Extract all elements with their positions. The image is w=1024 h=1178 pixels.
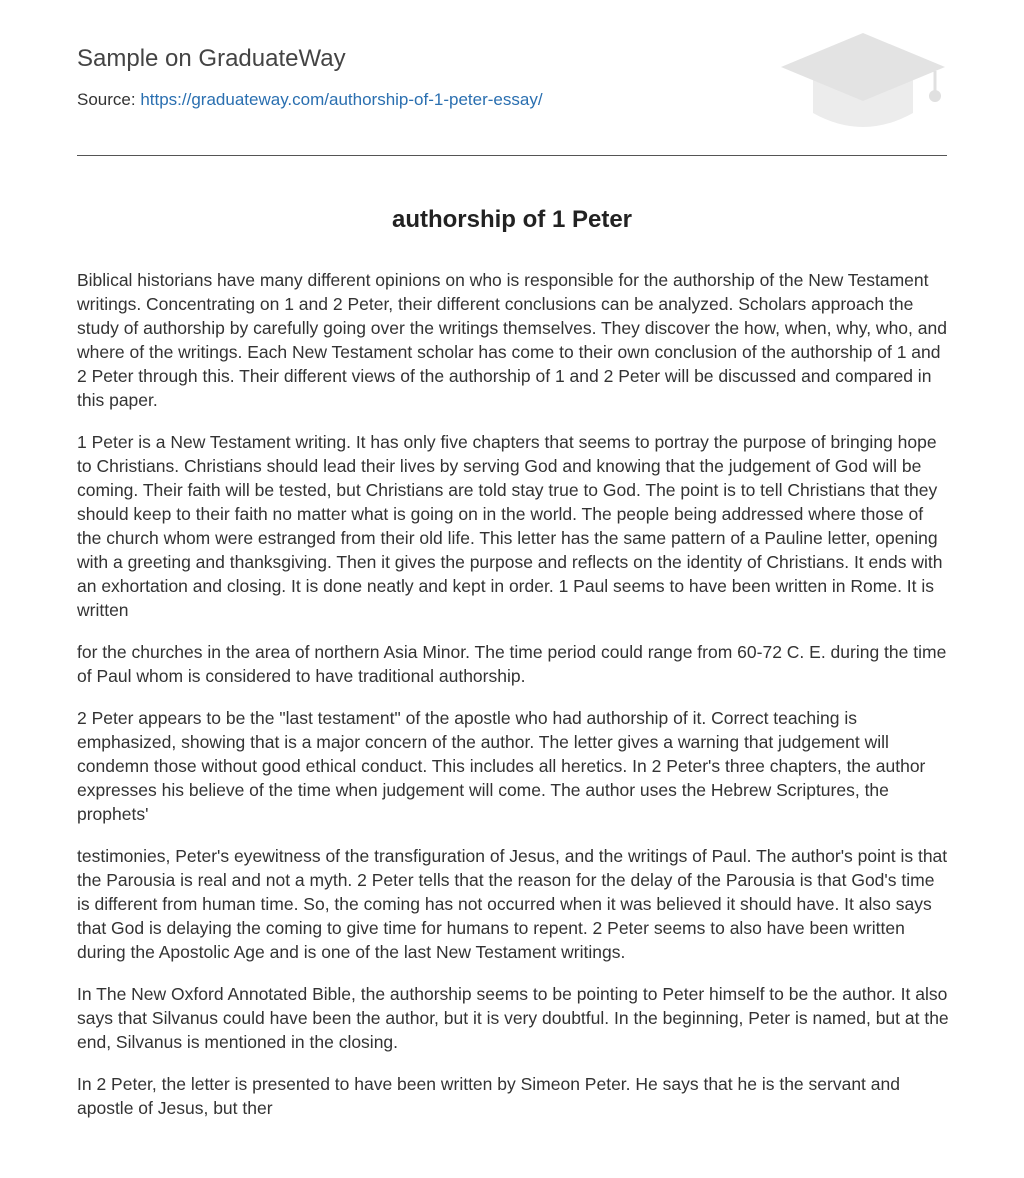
page-header: [77, 0, 947, 156]
paragraph: for the churches in the area of northern Asia Minor. The time period could range from 60-72 C. E. during the time of Paul whom is considered to have traditional authorship.: [77, 642, 947, 686]
header-divider: [77, 155, 947, 156]
source-line: [77, 88, 543, 112]
paragraph: In The New Oxford Annotated Bible, the authorship seems to be pointing to Peter himself to be the author. It also says that Silvanus could have been the author, but it is very doubtful. In the beginning, Peter is named, but at the end, Silvanus is mentioned in the closing.: [77, 984, 949, 1052]
source-label: Source:: [77, 90, 136, 109]
paragraph: 1 Peter is a New Testament writing. It has only five chapters that seems to portray the purpose of bringing hope to Christians. Christians should lead their lives by serving God and knowing that the judgement of God will be coming. Their faith will be tested, but Christians are told stay true to God. The point is to tell Christians that they should keep to their faith no matter what is going on in the world. The people being addressed where those of the church whom were estranged from their old life. This letter has the same pattern of a Pauline letter, opening with a greeting and thanksgiving. Then it gives the purpose and reflects on the identity of Christians. It ends with an exhortation and closing. It is done neatly and kept in order. 1 Paul seems to have been written in Rome. It is written: [77, 432, 943, 620]
essay-title: authorship of 1 Peter: [391, 206, 633, 233]
paragraph: 2 Peter appears to be the "last testament" of the apostle who had authorship of it. Correct teaching is emphasized, showing that is a major concern of the author. The letter gives a warning that judgement will condemn those without good ethical conduct. This includes all heretics. In 2 Peter's three chapters, the author expresses his believe of the time when judgement will come. The author uses the Hebrew Scriptures, the prophets': [77, 708, 926, 824]
essay-body: [77, 268, 951, 1138]
site-title: Sample on GraduateWay: [77, 45, 346, 72]
paragraph: Biblical historians have many different opinions on who is responsible for the authorship of the New Testament writings. Concentrating on 1 and 2 Peter, their different conclusions can be analyzed. Scholars approach the study of authorship by carefully going over the writings themselves. They discover the how, when, why, who, and where of the writings. Each New Testament scholar has come to their own conclusion of the authorship of 1 and 2 Peter through this. Their different views of the authorship of 1 and 2 Peter will be discussed and compared in this paper.: [77, 270, 947, 410]
paragraph: testimonies, Peter's eyewitness of the transfiguration of Jesus, and the writings of Paul. The author's point is that the Parousia is real and not a myth. 2 Peter tells that the reason for the delay of the Parousia is that God's time is different from human time. So, the coming has not occurred when it was believed it should have. It also says that God is delaying the coming to give time for humans to repent. 2 Peter seems to also have been written during the Apostolic Age and is one of the last New Testament writings.: [77, 846, 948, 962]
graduation-cap-icon: [781, 31, 947, 133]
source-link[interactable]: https://graduateway.com/authorship-of-1-peter-essay/: [140, 90, 543, 109]
paragraph: In 2 Peter, the letter is presented to have been written by Simeon Peter. He says that he is the servant and apostle of Jesus, but ther: [77, 1074, 900, 1118]
